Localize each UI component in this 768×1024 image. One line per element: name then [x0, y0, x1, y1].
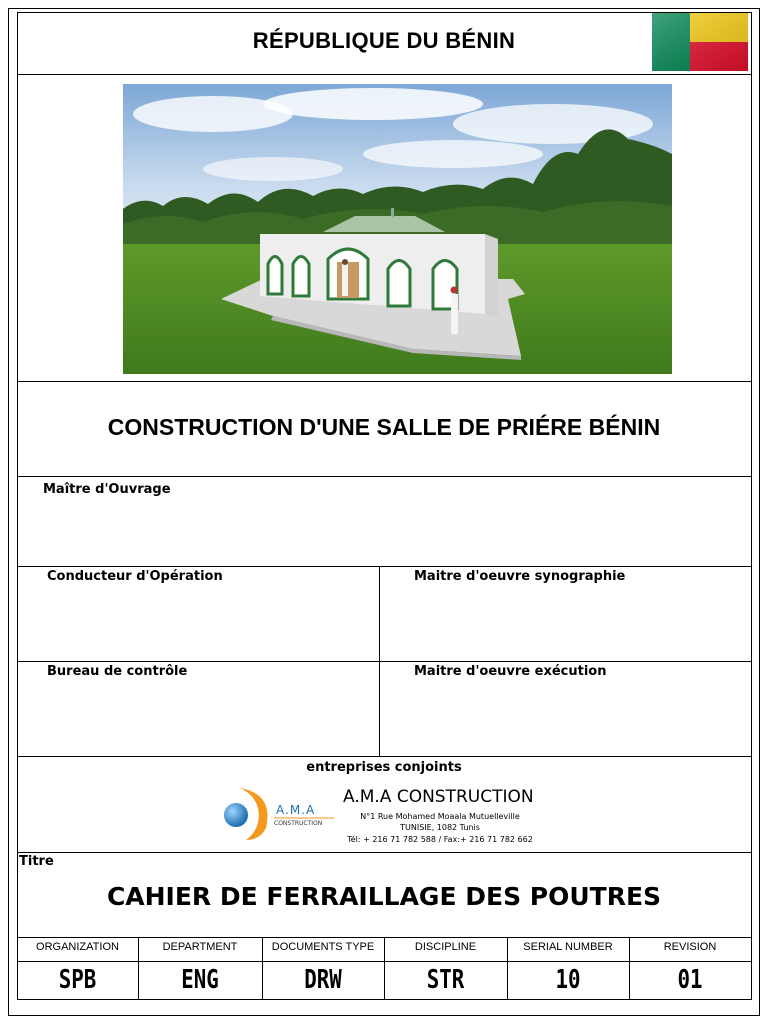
rule: [17, 661, 752, 662]
header-documents-type: DOCUMENTS TYPE: [271, 941, 375, 953]
header-discipline: DISCIPLINE: [414, 941, 477, 953]
document-title: CAHIER DE FERRAILLAGE DES POUTRES: [106, 882, 662, 911]
rule: [379, 566, 380, 756]
value-department: ENG: [181, 965, 219, 995]
building-render-image: [123, 84, 672, 374]
value-serial-number: 10: [555, 965, 581, 995]
rule: [17, 74, 752, 75]
company-name: A.M.A CONSTRUCTION: [343, 787, 534, 807]
company-address-line1: N°1 Rue Mohamed Moaala Mutuelleville: [360, 812, 520, 821]
value-organization: SPB: [58, 965, 97, 995]
benin-flag: [652, 13, 748, 71]
company-address-line2: TUNISIE, 1082 Tunis: [400, 823, 480, 832]
header-serial-number: SERIAL NUMBER: [523, 941, 613, 953]
bureau-controle-label: Bureau de contrôle: [47, 664, 188, 679]
rule: [17, 566, 752, 567]
titre-label: Titre: [19, 854, 54, 869]
rule: [17, 476, 752, 477]
value-discipline: STR: [426, 965, 465, 995]
header-organization: ORGANIZATION: [36, 941, 119, 953]
value-revision: 01: [677, 965, 703, 995]
project-title: CONSTRUCTION D'UNE SALLE DE PRIÉRE BÉNIN: [107, 414, 661, 440]
maitre-synographie-label: Maitre d'oeuvre synographie: [414, 569, 626, 584]
company-phone: Tél: + 216 71 782 588 / Fax:+ 216 71 782 662: [347, 835, 533, 844]
ama-logo: [222, 784, 342, 842]
rule: [751, 12, 752, 1000]
header-department: DEPARTMENT: [162, 941, 238, 953]
value-documents-type: DRW: [304, 965, 342, 995]
entreprises-label: entreprises conjoints: [306, 760, 462, 775]
header-revision: REVISION: [663, 941, 717, 953]
rule: [17, 756, 752, 757]
country-title: RÉPUBLIQUE DU BÉNIN: [252, 28, 516, 53]
logo-ama-text: A.M.A: [276, 803, 316, 817]
logo-construction-text: CONSTRUCTION: [274, 820, 323, 827]
maitre-ouvrage-label: Maître d'Ouvrage: [43, 482, 171, 497]
rule: [17, 12, 752, 13]
rule: [17, 12, 18, 1000]
rule: [17, 852, 752, 853]
maitre-execution-label: Maitre d'oeuvre exécution: [414, 664, 607, 679]
rule: [17, 381, 752, 382]
conducteur-operation-label: Conducteur d'Opération: [47, 569, 223, 584]
rule: [17, 999, 752, 1000]
